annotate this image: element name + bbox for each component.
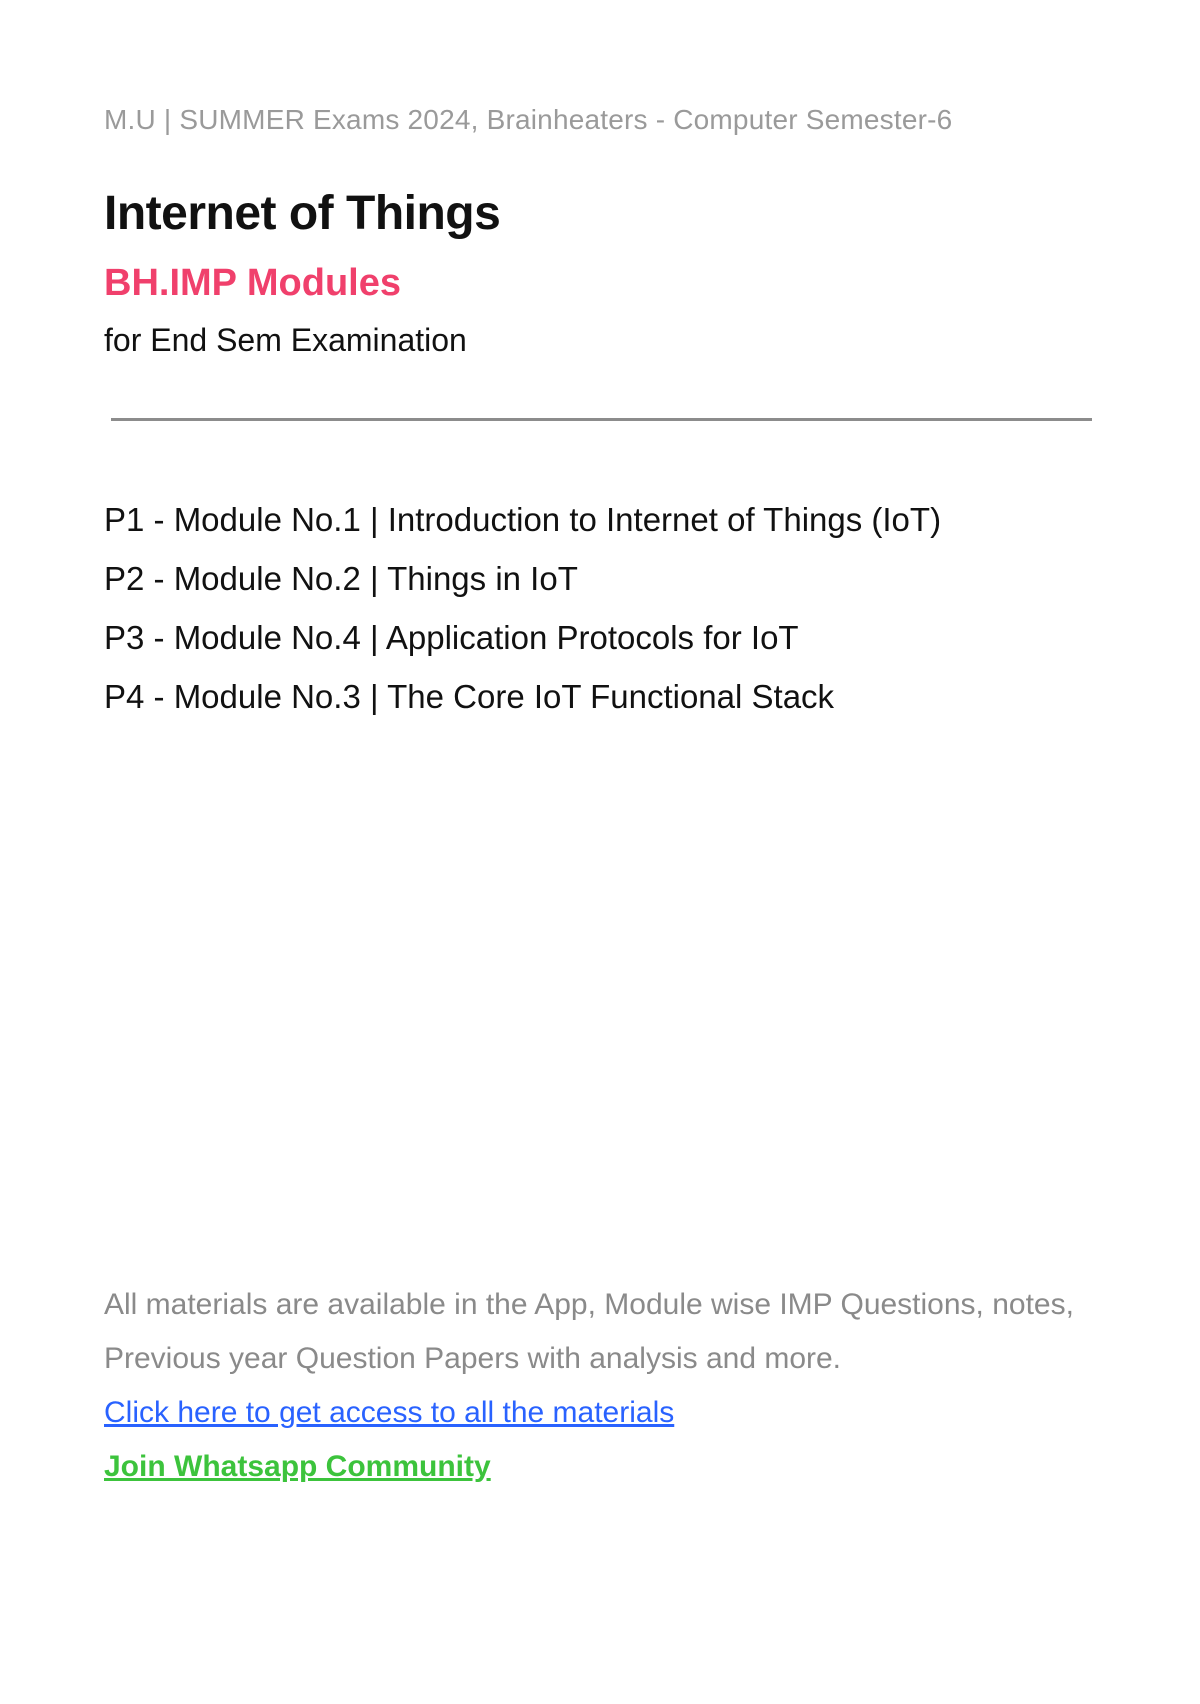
module-item-p3: P3 - Module No.4 | Application Protocols for IoT — [104, 619, 799, 656]
materials-access-link[interactable]: Click here to get access to all the materials — [104, 1396, 675, 1429]
whatsapp-community-link[interactable]: Join Whatsapp Community — [104, 1450, 491, 1483]
page-tagline: for End Sem Examination — [104, 322, 467, 358]
footer-note: All materials are available in the App, Module wise IMP Questions, notes, Previous year Question Papers with analysis and more. — [104, 1288, 1074, 1375]
page-title: Internet of Things — [104, 187, 501, 240]
footer-section — [104, 1278, 1104, 1494]
exam-header: M.U | SUMMER Exams 2024, Brainheaters - Computer Semester-6 — [104, 104, 953, 135]
page-subtitle: BH.IMP Modules — [104, 262, 401, 304]
section-divider — [111, 418, 1092, 421]
module-item-p2: P2 - Module No.2 | Things in IoT — [104, 560, 578, 597]
module-item-p1: P1 - Module No.1 | Introduction to Internet of Things (IoT) — [104, 501, 942, 538]
module-item-p4: P4 - Module No.3 | The Core IoT Functional Stack — [104, 678, 835, 715]
module-list — [104, 496, 941, 732]
